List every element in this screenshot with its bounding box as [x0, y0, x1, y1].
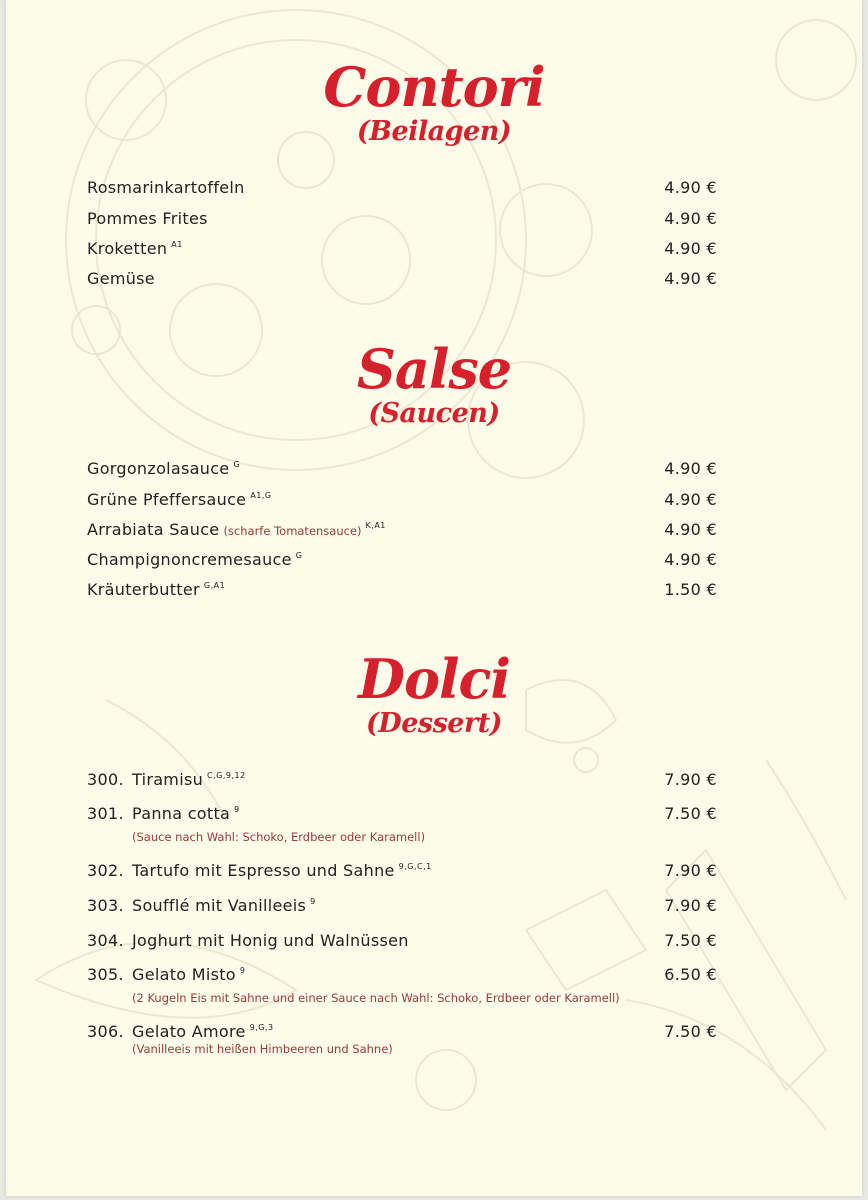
menu-item: [87, 770, 717, 800]
menu-item: [87, 931, 717, 961]
menu-item: [87, 896, 717, 926]
item-name: Gemüse: [87, 269, 155, 288]
item-name: Joghurt mit Honig und Walnüssen: [132, 931, 409, 950]
menu-item: [87, 490, 717, 520]
allergen-codes: 9: [310, 897, 316, 906]
item-price: 1.50 €: [664, 580, 717, 599]
menu-item: [87, 580, 717, 610]
item-price: 7.50 €: [664, 804, 717, 823]
item-name: Champignoncremesauce $^G$: [87, 550, 303, 569]
item-number: 306.: [87, 1022, 124, 1041]
item-number: 304.: [87, 931, 124, 950]
menu-page: [6, 0, 862, 1196]
section-title: Dolci: [358, 647, 510, 711]
item-price: 4.90 €: [664, 239, 717, 258]
menu-item: [87, 1022, 717, 1068]
menu-item: [87, 239, 717, 269]
item-description: (Vanilleeis mit heißen Himbeeren und Sahne): [132, 1042, 393, 1056]
item-name: Kroketten $^{A1}$: [87, 239, 183, 258]
menu-item: [87, 520, 717, 550]
allergen-codes: K,A1: [365, 521, 386, 530]
item-price: 7.50 €: [664, 931, 717, 950]
allergen-codes: A1,G: [250, 491, 272, 500]
section-heading-salse: [6, 337, 862, 430]
item-price: 4.90 €: [664, 178, 717, 197]
menu-item: [87, 209, 717, 239]
section-title: Salse: [356, 337, 512, 401]
allergen-codes: 9: [239, 966, 246, 975]
item-name: Soufflé mit Vanilleeis $^9$: [132, 896, 316, 915]
item-note: (scharfe Tomatensauce): [223, 524, 362, 538]
section-heading-dolci: [6, 647, 862, 740]
section-subtitle: (Saucen): [368, 398, 500, 429]
item-price: 7.90 €: [664, 896, 717, 915]
item-description: (2 Kugeln Eis mit Sahne und einer Sauce nach Wahl: Schoko, Erdbeer oder Karamell): [132, 991, 620, 1005]
item-name: Kräuterbutter $^{G,A1}$: [87, 580, 226, 599]
section-title: Contori: [323, 55, 545, 119]
item-name: Tiramisu $^{C,G,9,12}$: [132, 770, 246, 789]
section-heading-contori: [6, 55, 862, 148]
section-subtitle: (Dessert): [366, 708, 502, 739]
item-name: Tartufo mit Espresso und Sahne $^{9,G,C,1}$: [132, 861, 432, 880]
menu-item: [87, 861, 717, 891]
item-price: 6.50 €: [664, 965, 717, 984]
section-subtitle: (Beilagen): [356, 116, 512, 147]
item-price: 7.90 €: [664, 770, 717, 789]
item-number: 300.: [87, 770, 124, 789]
item-name: Grüne Pfeffersauce $^{A1,G}$: [87, 490, 272, 509]
item-name: Gelato Misto $^9$: [132, 965, 246, 984]
menu-item: [87, 178, 717, 208]
item-name: Pommes Frites: [87, 209, 208, 228]
item-name: Gorgonzolasauce $^G$: [87, 459, 241, 478]
item-price: 4.90 €: [664, 269, 717, 288]
item-price: 7.50 €: [664, 1022, 717, 1041]
item-number: 303.: [87, 896, 124, 915]
allergen-codes: A1: [171, 240, 183, 249]
item-price: 4.90 €: [664, 520, 717, 539]
allergen-codes: C,G,9,12: [207, 771, 246, 780]
item-price: 4.90 €: [664, 209, 717, 228]
allergen-codes: G: [295, 551, 303, 560]
allergen-codes: G: [233, 460, 241, 469]
menu-item: [87, 269, 717, 299]
item-price: 4.90 €: [664, 459, 717, 478]
allergen-codes: G,A1: [203, 581, 226, 590]
allergen-codes: 9,G,3: [249, 1023, 274, 1032]
item-number: 305.: [87, 965, 124, 984]
item-price: 7.90 €: [664, 861, 717, 880]
allergen-codes: 9: [234, 805, 240, 814]
item-description: (Sauce nach Wahl: Schoko, Erdbeer oder Karamell): [132, 830, 426, 844]
item-name: Arrabiata Sauce (scharfe Tomatensauce) $^{K,A1}$: [87, 520, 386, 539]
allergen-codes: 9,G,C,1: [398, 862, 432, 871]
item-number: 302.: [87, 861, 124, 880]
menu-item: [87, 459, 717, 489]
menu-item: [87, 965, 717, 1011]
item-number: 301.: [87, 804, 124, 823]
item-name: Panna cotta $^9$: [132, 804, 240, 823]
menu-item: [87, 550, 717, 580]
item-name: Rosmarinkartoffeln: [87, 178, 245, 197]
item-price: 4.90 €: [664, 490, 717, 509]
menu-item: [87, 804, 717, 850]
item-name: Gelato Amore $^{9,G,3}$: [132, 1022, 274, 1041]
item-price: 4.90 €: [664, 550, 717, 569]
